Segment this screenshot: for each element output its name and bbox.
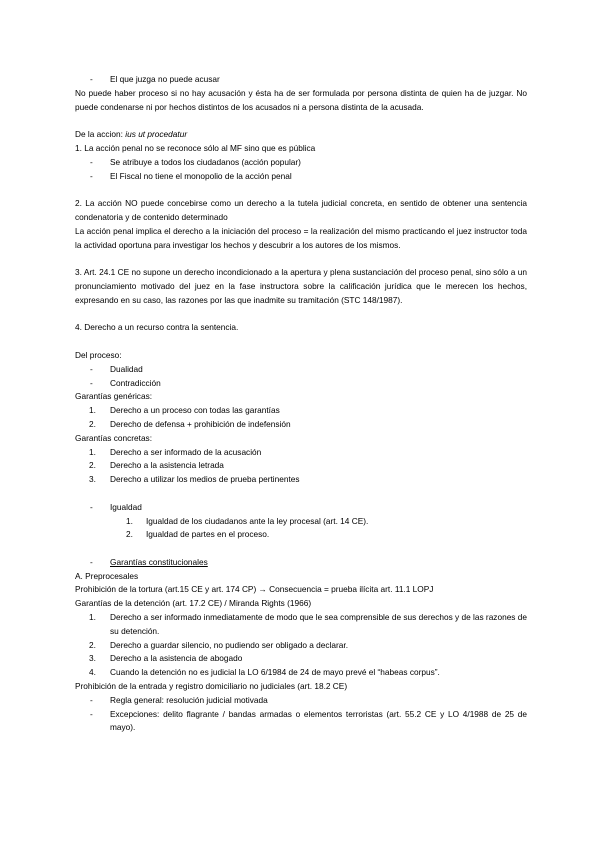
bullet-text: El que juzga no puede acusar bbox=[110, 74, 220, 84]
numbered-item: 1. Igualdad de los ciudadanos ante la ley procesal (art. 14 CE). bbox=[126, 515, 369, 526]
document-page bbox=[75, 73, 527, 735]
numbered-item: 3. Derecho a la asistencia de abogado bbox=[89, 653, 243, 664]
numbered-item: 2. Derecho a guardar silencio, no pudiendo ser obligado a declarar. bbox=[89, 639, 349, 650]
subheading: Garantías de la detención (art. 17.2 CE) / Miranda Rights (1966) bbox=[75, 598, 312, 609]
numbered-item: 3. Derecho a utilizar los medios de prueba pertinentes bbox=[89, 474, 300, 485]
subheading: Prohibición de la entrada y registro domiciliario no judiciales (art. 18.2 CE) bbox=[75, 681, 348, 692]
section-title: Garantías constitucionales bbox=[110, 556, 208, 567]
paragraph: No puede haber proceso si no hay acusación y ésta ha de ser formulada por persona distinta de quien ha de juzgar. No puede condenarse ni por hechos distintos de los acusados ni a persona distinta de la acusada. bbox=[75, 87, 527, 112]
bullet-dash: - bbox=[90, 74, 93, 84]
list-item: - El Fiscal no tiene el monopolio de la acción penal bbox=[90, 170, 292, 181]
subheading: A. Preprocesales bbox=[75, 570, 139, 581]
section-heading: Del proceso: bbox=[75, 349, 122, 360]
list-item bbox=[75, 73, 527, 87]
numbered-item: 1. Derecho a ser informado de la acusación bbox=[89, 446, 262, 457]
list-item: - Igualdad bbox=[90, 501, 142, 512]
paragraph: Prohibición de la tortura (art.15 CE y art. 174 CP) → Consecuencia = prueba ilícita art. 11.1 LOPJ bbox=[75, 584, 434, 595]
section-heading: De la accion: ius ut procedatur bbox=[75, 129, 188, 140]
numbered-paragraph: 4. Derecho a un recurso contra la sentencia. bbox=[75, 322, 239, 333]
numbered-item: 2. Igualdad de partes en el proceso. bbox=[126, 529, 270, 540]
numbered-item: 1. Derecho a un proceso con todas las garantías bbox=[89, 405, 280, 416]
numbered-item: 2. Derecho a la asistencia letrada bbox=[89, 460, 224, 471]
numbered-item: 2. Derecho de defensa + prohibición de indefensión bbox=[89, 418, 291, 429]
numbered-paragraph: 1. La acción penal no se reconoce sólo al MF sino que es pública bbox=[75, 142, 316, 153]
numbered-paragraph: 3. Art. 24.1 CE no supone un derecho incondicionado a la apertura y plena sustanciación del proceso penal, sino sólo a un pronunciamiento motivado del juez en la fase instructora sobre la calificación jurídica que le merecen los hechos, expresando en su caso, las razones por las que inadmite su tramitación (STC 148/1987). bbox=[75, 267, 527, 305]
numbered-item: 1. Derecho a ser informado inmediatamente de modo que le sea comprensible de sus derechos y de las razones de su detención. bbox=[89, 612, 527, 636]
subheading: Garantías genéricas: bbox=[75, 391, 153, 402]
list-item: - Excepciones: delito flagrante / bandas armadas o elementos terroristas (art. 55.2 CE y LO 4/1988 de 25 de mayo). bbox=[90, 708, 527, 733]
list-item: - Regla general: resolución judicial motivada bbox=[90, 694, 268, 705]
list-item: - Dualidad bbox=[90, 363, 143, 374]
numbered-paragraph: 2. La acción NO puede concebirse como un derecho a la tutela judicial concreta, en sentido de obtener una sentencia condenatoria y de contenido determinado bbox=[75, 198, 527, 222]
list-item: - Contradicción bbox=[90, 377, 161, 388]
numbered-item: 4. Cuando la detención no es judicial la LO 6/1984 de 24 de mayo prevé el “habeas corpus”. bbox=[89, 667, 440, 678]
subheading: Garantías concretas: bbox=[75, 432, 153, 443]
paragraph: La acción penal implica el derecho a la iniciación del proceso = la realización del mismo practicando el juez instructor toda la actividad oportuna para investigar los hechos y descubrir a los autores de los mismos. bbox=[75, 225, 527, 250]
list-item: - Garantías constitucionales bbox=[75, 556, 527, 570]
list-item: - Se atribuye a todos los ciudadanos (acción popular) bbox=[90, 156, 301, 167]
